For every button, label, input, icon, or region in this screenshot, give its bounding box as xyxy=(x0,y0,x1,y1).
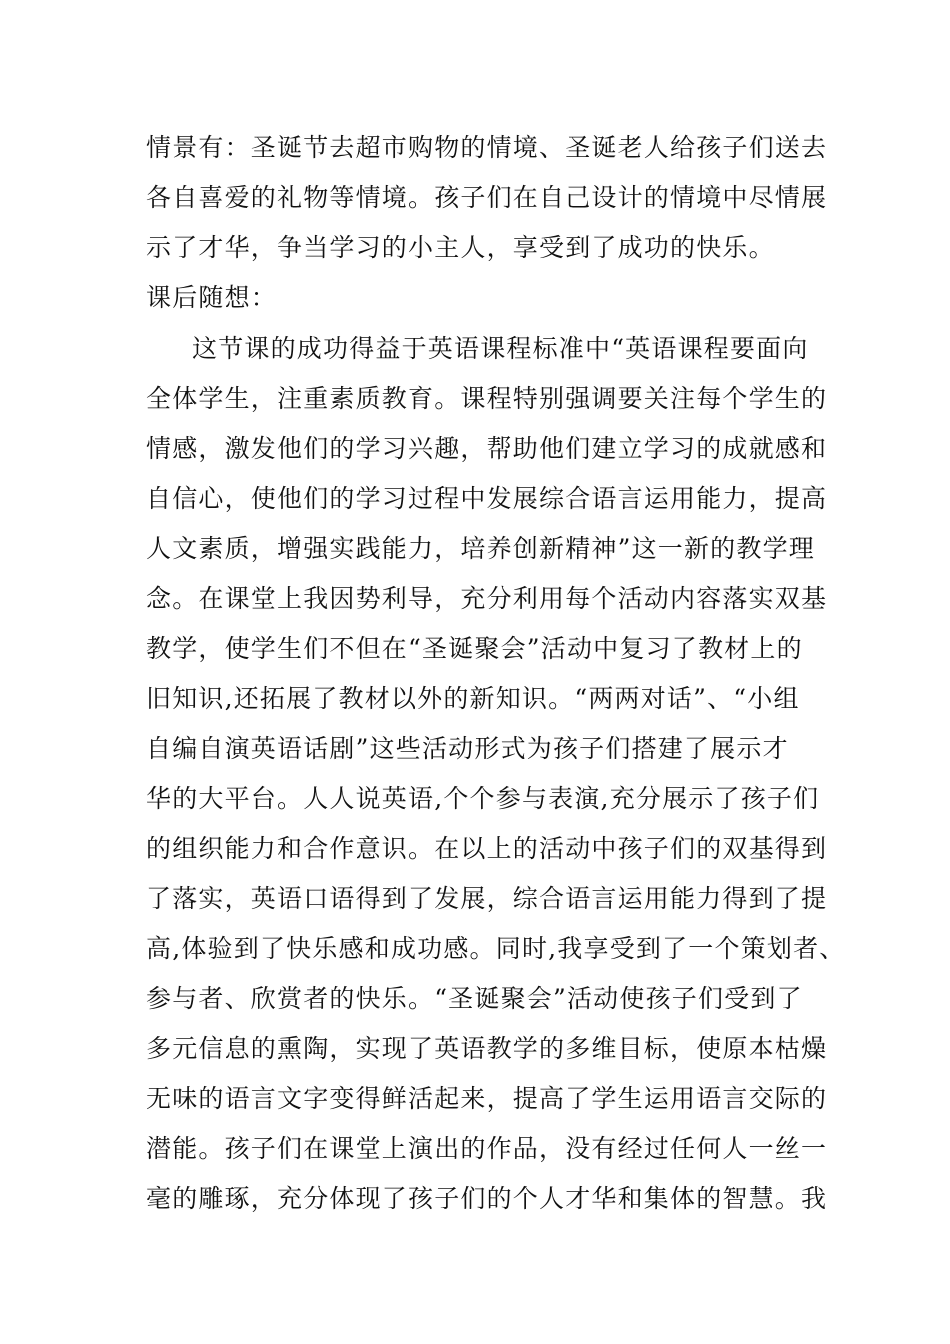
paragraph-line: 各自喜爱的礼物等情境。孩子们在自己设计的情境中尽情展 xyxy=(146,183,828,212)
paragraph-line: 自编自演英语话剧”这些活动形式为孩子们搭建了展示才 xyxy=(146,734,789,763)
paragraph-line: 参与者、欣赏者的快乐。“圣诞聚会”活动使孩子们受到了 xyxy=(146,984,803,1013)
paragraph-line: 情感，激发他们的学习兴趣，帮助他们建立学习的成就感和 xyxy=(146,434,828,463)
paragraph-line: 无味的语言文字变得鲜活起来，提高了学生运用语言交际的 xyxy=(146,1084,828,1113)
paragraph-line: 人文素质，增强实践能力，培养创新精神”这一新的教学理 xyxy=(146,534,815,563)
paragraph-line: 这节课的成功得益于英语课程标准中“英语课程要面向 xyxy=(192,334,809,363)
paragraph-line: 全体学生，注重素质教育。课程特别强调要关注每个学生的 xyxy=(146,384,828,413)
paragraph-line: 华的大平台。人人说英语,个个参与表演,充分展示了孩子们 xyxy=(146,784,820,813)
paragraph-line: 教学，使学生们不但在“圣诞聚会”活动中复习了教材上的 xyxy=(146,634,803,663)
paragraph-line: 旧知识,还拓展了教材以外的新知识。“两两对话”、“小组 xyxy=(146,684,800,713)
paragraph-line: 潜能。孩子们在课堂上演出的作品，没有经过任何人一丝一 xyxy=(146,1134,828,1163)
paragraph-line: 多元信息的熏陶，实现了英语教学的多维目标，使原本枯燥 xyxy=(146,1034,828,1063)
paragraph-line: 自信心，使他们的学习过程中发展综合语言运用能力，提高 xyxy=(146,484,828,513)
paragraph-line: 情景有：圣诞节去超市购物的情境、圣诞老人给孩子们送去 xyxy=(146,133,828,162)
paragraph-line: 示了才华，争当学习的小主人，享受到了成功的快乐。 xyxy=(146,233,775,262)
paragraph-line: 的组织能力和合作意识。在以上的活动中孩子们的双基得到 xyxy=(146,834,828,863)
paragraph-line: 高,体验到了快乐感和成功感。同时,我享受到了一个策划者、 xyxy=(146,934,846,963)
paragraph-line: 毫的雕琢，充分体现了孩子们的个人才华和集体的智慧。我 xyxy=(146,1184,828,1213)
section-heading: 课后随想： xyxy=(146,283,278,312)
paragraph-line: 了落实，英语口语得到了发展，综合语言运用能力得到了提 xyxy=(146,884,828,913)
paragraph-line: 念。在课堂上我因势利导，充分利用每个活动内容落实双基 xyxy=(146,584,828,613)
